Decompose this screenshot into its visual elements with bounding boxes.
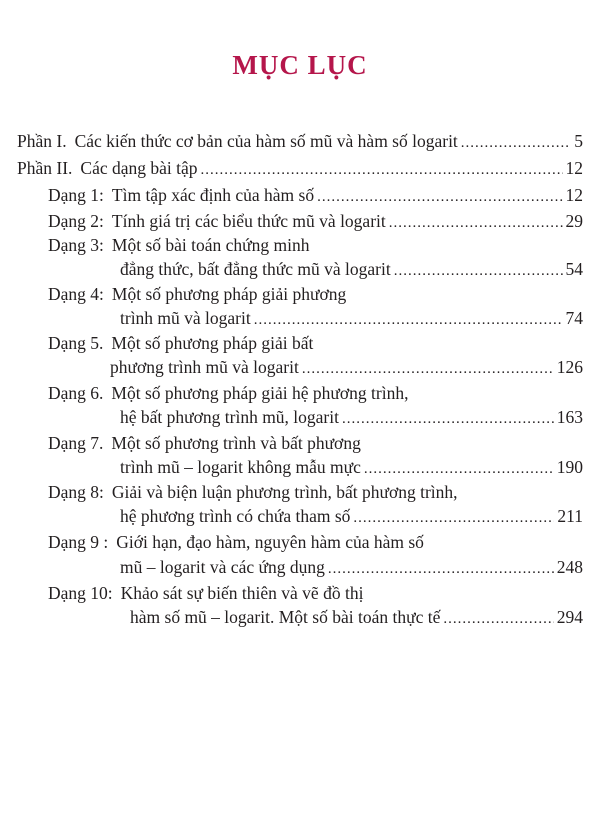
toc-entry-text: Tính giá trị các biểu thức mũ và logarit	[111, 211, 386, 231]
dot-leader	[364, 458, 554, 480]
toc-entry-text: Một số phương trình và bất phương	[111, 433, 361, 453]
toc-entry-page: 5	[574, 131, 583, 151]
toc-entry-dang-10-cont[interactable]	[130, 606, 583, 630]
toc-entry-label: Phần I.	[17, 131, 67, 151]
dot-leader	[302, 358, 554, 380]
toc-entry-page: 29	[565, 211, 583, 231]
toc-entry-page: 126	[556, 357, 583, 377]
toc-entry-label: Dạng 10:	[48, 583, 113, 603]
toc-entry-dang-6-cont[interactable]	[120, 406, 583, 430]
dot-leader	[342, 408, 554, 430]
toc-entry-text: Một số phương pháp giải bất	[111, 333, 314, 353]
toc-entry-label: Phần II.	[17, 158, 73, 178]
toc-entry-label: Dạng 8:	[48, 482, 104, 502]
toc-entry-dang-8-cont[interactable]	[120, 505, 583, 529]
toc-entry-text: hệ bất phương trình mũ, logarit	[120, 407, 339, 427]
toc-entry-dang-7[interactable]	[48, 432, 583, 454]
dot-leader	[254, 309, 563, 331]
toc-entry-dang-1[interactable]	[48, 184, 583, 208]
toc-entry-text: Giới hạn, đạo hàm, nguyên hàm của hàm số	[116, 532, 424, 552]
dot-leader	[317, 186, 562, 208]
toc-entry-part-1[interactable]	[17, 130, 583, 154]
toc-entry-text: trình mũ – logarit không mẫu mực	[120, 457, 361, 477]
toc-entry-text: trình mũ và logarit	[120, 308, 251, 328]
page-title: MỤC LỤC	[232, 50, 368, 80]
dot-leader	[201, 159, 563, 181]
dot-leader	[461, 132, 571, 154]
toc-entry-label: Dạng 3:	[48, 235, 104, 255]
toc-entry-dang-9-cont[interactable]	[120, 556, 583, 580]
dot-leader	[389, 212, 563, 234]
toc-entry-text: Các kiến thức cơ bản của hàm số mũ và hàm số logarit	[74, 131, 458, 151]
toc-entry-dang-4[interactable]	[48, 283, 583, 305]
toc-entry-dang-5-cont[interactable]	[110, 356, 583, 380]
toc-entry-page: 12	[565, 185, 583, 205]
toc-entry-label: Dạng 6.	[48, 383, 104, 403]
toc-entry-dang-5[interactable]	[48, 332, 583, 354]
toc-entry-text: Khảo sát sự biến thiên và vẽ đồ thị	[120, 583, 364, 603]
toc-entry-page: 211	[557, 506, 583, 526]
toc-entry-dang-7-cont[interactable]	[120, 456, 583, 480]
toc-entry-label: Dạng 2:	[48, 211, 104, 231]
toc-entry-dang-4-cont[interactable]	[120, 307, 583, 331]
toc-entry-dang-2[interactable]	[48, 210, 583, 234]
toc-entry-text: Tìm tập xác định của hàm số	[111, 185, 315, 205]
toc-entry-dang-8[interactable]	[48, 481, 583, 503]
toc-entry-label: Dạng 4:	[48, 284, 104, 304]
dot-leader	[328, 558, 554, 580]
toc-entry-text: Một số phương pháp giải phương	[111, 284, 347, 304]
toc-entry-text: mũ – logarit và các ứng dụng	[120, 557, 325, 577]
toc-entry-text: Một số phương pháp giải hệ phương trình,	[111, 383, 409, 403]
toc-entry-page: 190	[556, 457, 583, 477]
toc-entry-text: đẳng thức, bất đẳng thức mũ và logarit	[120, 259, 391, 279]
toc-entry-dang-3-cont[interactable]	[120, 258, 583, 282]
toc-entry-label: Dạng 7.	[48, 433, 104, 453]
toc-entry-label: Dạng 5.	[48, 333, 104, 353]
toc-entry-label: Dạng 1:	[48, 185, 104, 205]
toc-entry-part-2[interactable]	[17, 157, 583, 181]
toc-entry-dang-3[interactable]	[48, 234, 583, 256]
toc-entry-dang-6[interactable]	[48, 382, 583, 404]
toc-entry-page: 54	[565, 259, 583, 279]
toc-entry-text: Một số bài toán chứng minh	[111, 235, 310, 255]
toc-entry-label: Dạng 9 :	[48, 532, 109, 552]
dot-leader	[353, 507, 554, 529]
toc-entry-page: 248	[556, 557, 583, 577]
toc-entry-page: 12	[565, 158, 583, 178]
toc-entry-page: 74	[565, 308, 583, 328]
toc-entry-page: 163	[556, 407, 583, 427]
toc-entry-dang-9[interactable]	[48, 531, 583, 553]
toc-entry-text: hàm số mũ – logarit. Một số bài toán thực tế	[130, 607, 441, 627]
dot-leader	[394, 260, 563, 282]
toc-entry-text: hệ phương trình có chứa tham số	[120, 506, 351, 526]
toc-entry-dang-10[interactable]	[48, 582, 583, 604]
dot-leader	[443, 608, 553, 630]
toc-entry-text: Giải và biện luận phương trình, bất phương trình,	[111, 482, 458, 502]
toc-entry-text: Các dạng bài tập	[80, 158, 198, 178]
toc-entry-text: phương trình mũ và logarit	[110, 357, 299, 377]
toc-entry-page: 294	[556, 607, 583, 627]
